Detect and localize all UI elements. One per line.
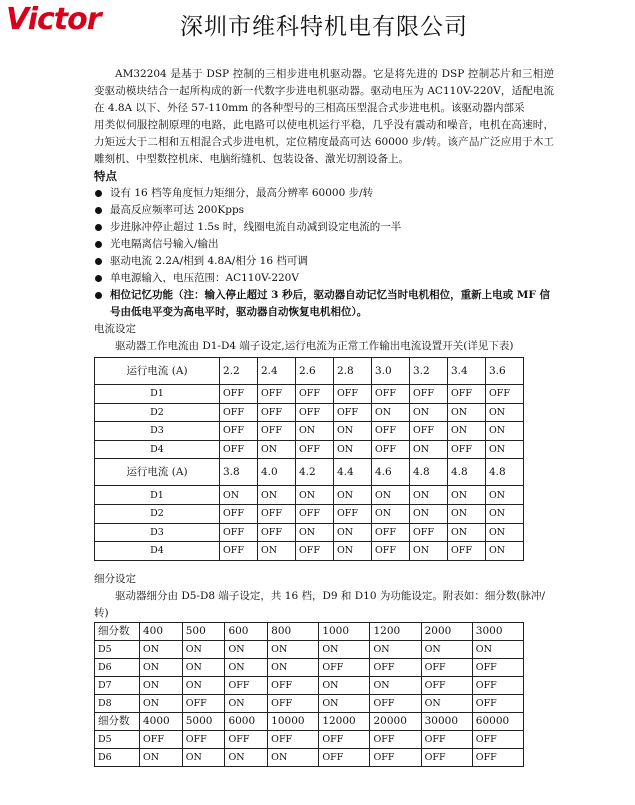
table-cell: ON [140,658,183,676]
table-cell: OFF [220,523,258,542]
table-cell: OFF [372,422,410,441]
table-cell: ON [225,748,268,766]
table-cell: ON [486,542,524,561]
table-header-value: 2.4 [258,358,296,385]
table-cell: ON [421,694,472,712]
table-row-label: D2 [95,504,220,523]
table-cell: OFF [296,542,334,561]
table-cell: ON [182,658,225,676]
feature-item: 驱动电流 2.2A/相到 4.8A/相分 16 档可调 [94,253,554,270]
microstep-setting-table [94,622,524,767]
feature-item: 相位记忆功能（注：输入停止超过 3 秒后，驱动器自动记忆当时电机相位，重新上电或 MF 信号由低电平变为高电平时，驱动器自动恢复电机相位）。 [94,287,554,321]
table-cell: ON [319,694,370,712]
table-row [95,730,524,748]
table-cell: OFF [472,658,523,676]
table-cell: OFF [372,542,410,561]
table-header-value: 1200 [370,622,421,640]
table-cell: OFF [182,694,225,712]
table-cell: OFF [421,658,472,676]
table-header-value: 400 [140,622,183,640]
table-header-value: 3.2 [410,358,448,385]
table-cell: ON [448,523,486,542]
table-cell: OFF [372,440,410,459]
table-cell: ON [319,640,370,658]
table-cell: OFF [472,748,523,766]
table-cell: OFF [258,385,296,404]
table-cell: OFF [472,730,523,748]
table-cell: ON [225,640,268,658]
table-cell: ON [486,523,524,542]
table-cell: OFF [258,422,296,441]
table-cell: OFF [182,730,225,748]
table-row [95,504,524,523]
table-header-value: 3.8 [220,459,258,486]
table-cell: ON [225,658,268,676]
table-cell: OFF [268,676,319,694]
table-cell: OFF [268,694,319,712]
table-cell: OFF [334,504,372,523]
table-cell: ON [182,676,225,694]
table-cell: ON [334,440,372,459]
table-row-label: D8 [95,694,140,712]
table-cell: ON [319,676,370,694]
feature-item: 步进脉冲停止超过 1.5s 时，线圈电流自动减到设定电流的一半 [94,219,554,236]
table-cell: ON [268,748,319,766]
table-cell: OFF [372,385,410,404]
company-name: 深圳市维科特机电有限公司 [180,14,468,40]
table-cell: OFF [220,422,258,441]
table-header-value: 5000 [182,712,225,730]
table-cell: OFF [370,658,421,676]
table-row [95,676,524,694]
table-cell: OFF [225,730,268,748]
table-cell: OFF [220,440,258,459]
table-cell: OFF [220,385,258,404]
table-header-value: 4.4 [334,459,372,486]
table-header-row [95,622,524,640]
page-header [0,0,635,48]
table-cell: ON [410,504,448,523]
table-row-label: D1 [95,385,220,404]
table-cell: ON [448,403,486,422]
table-header-value: 4.0 [258,459,296,486]
table-cell: OFF [486,385,524,404]
table-cell: ON [410,403,448,422]
document-body [94,66,554,767]
table-row [95,748,524,766]
table-cell: ON [486,486,524,505]
table-header-value: 3000 [472,622,523,640]
table-cell: OFF [370,730,421,748]
table-cell: ON [334,422,372,441]
table-cell: ON [486,422,524,441]
table-header-label: 运行电流 (A) [95,358,220,385]
table-header-row [95,358,524,385]
table-row-label: D7 [95,676,140,694]
table-cell: ON [268,640,319,658]
table-cell: OFF [258,523,296,542]
table-header-value: 4.6 [372,459,410,486]
table-header-value: 800 [268,622,319,640]
current-setting-table [94,357,524,561]
table-header-value: 20000 [370,712,421,730]
intro-paragraph-1: AM32204 是基于 DSP 控制的三相步进电机驱动器。它是将先进的 DSP 控制芯片和三相逆变驱动模块结合一起所构成的新一代数字步进电机驱动器。驱动电压为 AC110V-220V，适配电流在 4.8A 以下、外径 57-110mm 的各种型号的三相高压型混合式步进电机。该驱动器内部采 [94,68,554,114]
table-row [95,658,524,676]
table-cell: OFF [258,403,296,422]
current-setting-title: 电流设定 [94,323,136,335]
table-cell: ON [334,486,372,505]
table-cell: ON [140,694,183,712]
table-cell: ON [258,542,296,561]
table-header-row [95,459,524,486]
table-header-value: 60000 [472,712,523,730]
table-cell: ON [182,640,225,658]
table-row [95,694,524,712]
table-cell: ON [486,440,524,459]
table-cell: OFF [372,523,410,542]
table-cell: ON [140,748,183,766]
table-cell: ON [421,640,472,658]
table-cell: OFF [448,440,486,459]
table-cell: OFF [220,403,258,422]
table-header-value: 500 [182,622,225,640]
table-row [95,403,524,422]
table-header-value: 1000 [319,622,370,640]
table-header-value: 12000 [319,712,370,730]
table-cell: ON [372,403,410,422]
table-row [95,422,524,441]
table-row [95,486,524,505]
table-header-value: 3.6 [486,358,524,385]
table-header-value: 6000 [225,712,268,730]
table-cell: ON [220,486,258,505]
table-header-value: 3.4 [448,358,486,385]
table-cell: ON [372,504,410,523]
table-cell: OFF [448,385,486,404]
table-row [95,385,524,404]
table-cell: OFF [410,523,448,542]
table-row [95,523,524,542]
table-cell: ON [448,486,486,505]
microstep-setting-title: 细分设定 [94,572,136,585]
table-cell: ON [472,640,523,658]
table-row [95,440,524,459]
table-header-value: 4.8 [448,459,486,486]
table-cell: OFF [334,403,372,422]
table-cell: ON [334,542,372,561]
table-row-label: D6 [95,658,140,676]
table-header-value: 30000 [421,712,472,730]
table-header-value: 2.2 [220,358,258,385]
table-cell: ON [296,422,334,441]
table-cell: ON [258,440,296,459]
table-cell: ON [268,658,319,676]
table-row-label: D4 [95,440,220,459]
microstep-setting-desc: 驱动器细分由 D5-D8 端子设定，共 16 档，D9 和 D10 为功能设定。附表如：细分数(脉冲/转) [94,589,545,619]
table-row-label: D1 [95,486,220,505]
table-cell: OFF [220,542,258,561]
table-cell: OFF [370,694,421,712]
table-row-label: D4 [95,542,220,561]
table-cell: ON [140,676,183,694]
table-cell: OFF [421,748,472,766]
table-cell: OFF [296,385,334,404]
table-cell: OFF [225,676,268,694]
table-header-label: 运行电流 (A) [95,459,220,486]
table-cell: OFF [268,730,319,748]
table-row-label: D5 [95,730,140,748]
current-setting-desc: 驱动器工作电流由 D1-D4 端子设定,运行电流为正常工作输出电流设置开关(详见下表) [115,340,514,352]
feature-item: 设有 16 档等角度恒力矩细分，最高分辨率 60000 步/转 [94,185,554,202]
table-cell: ON [372,486,410,505]
table-cell: OFF [421,730,472,748]
table-cell: OFF [410,385,448,404]
table-cell: ON [225,694,268,712]
intro-paragraph-2: 用类似伺服控制原理的电路，此电路可以使电机运行平稳，几乎没有震动和噪音，电机在高速时，力矩远大于二相和五相混合式步进电机，定位精度最高可达 60000 步/转。该产品广泛应用于木工雕刻机、中型数控机床、电脑绗缝机、包装设备、激光切割设备上。 [94,119,554,165]
table-cell: OFF [296,403,334,422]
table-cell: OFF [370,748,421,766]
table-cell: ON [410,440,448,459]
table-header-value: 2.8 [334,358,372,385]
table-cell: ON [486,403,524,422]
table-header-row [95,712,524,730]
table-cell: OFF [220,504,258,523]
table-cell: ON [140,640,183,658]
table-cell: OFF [410,422,448,441]
table-row-label: D6 [95,748,140,766]
table-header-value: 600 [225,622,268,640]
table-header-value: 4000 [140,712,183,730]
table-cell: OFF [140,730,183,748]
features-title: 特点 [94,169,117,183]
table-header-value: 4.2 [296,459,334,486]
table-cell: ON [410,486,448,505]
feature-item: 光电隔离信号输入/输出 [94,236,554,253]
table-cell: OFF [472,676,523,694]
table-row-label: D5 [95,640,140,658]
table-cell: ON [448,504,486,523]
table-row-label: D3 [95,523,220,542]
table-cell: ON [370,676,421,694]
table-row-label: D3 [95,422,220,441]
table-cell: OFF [319,730,370,748]
table-cell: OFF [472,694,523,712]
table-cell: OFF [421,676,472,694]
table-header-value: 4.8 [410,459,448,486]
table-header-label: 细分数 [95,712,140,730]
table-cell: ON [370,640,421,658]
table-cell: ON [410,542,448,561]
table-header-value: 4.8 [486,459,524,486]
table-cell: OFF [296,440,334,459]
table-cell: ON [296,486,334,505]
table-cell: OFF [258,504,296,523]
table-cell: OFF [296,504,334,523]
table-cell: ON [258,486,296,505]
table-row [95,640,524,658]
features-list [94,185,554,321]
feature-item: 单电源输入，电压范围：AC110V-220V [94,270,554,287]
table-row-label: D2 [95,403,220,422]
table-cell: OFF [319,658,370,676]
table-cell: OFF [319,748,370,766]
table-header-value: 3.0 [372,358,410,385]
table-cell: OFF [334,385,372,404]
table-cell: ON [182,748,225,766]
table-header-value: 2000 [421,622,472,640]
table-cell: ON [448,422,486,441]
table-header-label: 细分数 [95,622,140,640]
table-cell: ON [334,523,372,542]
table-cell: ON [486,504,524,523]
table-header-value: 10000 [268,712,319,730]
table-cell: OFF [448,542,486,561]
table-header-value: 2.6 [296,358,334,385]
table-cell: ON [296,523,334,542]
table-row [95,542,524,561]
victor-logo: Victor [6,2,101,37]
feature-item: 最高反应频率可达 200Kpps [94,202,554,219]
